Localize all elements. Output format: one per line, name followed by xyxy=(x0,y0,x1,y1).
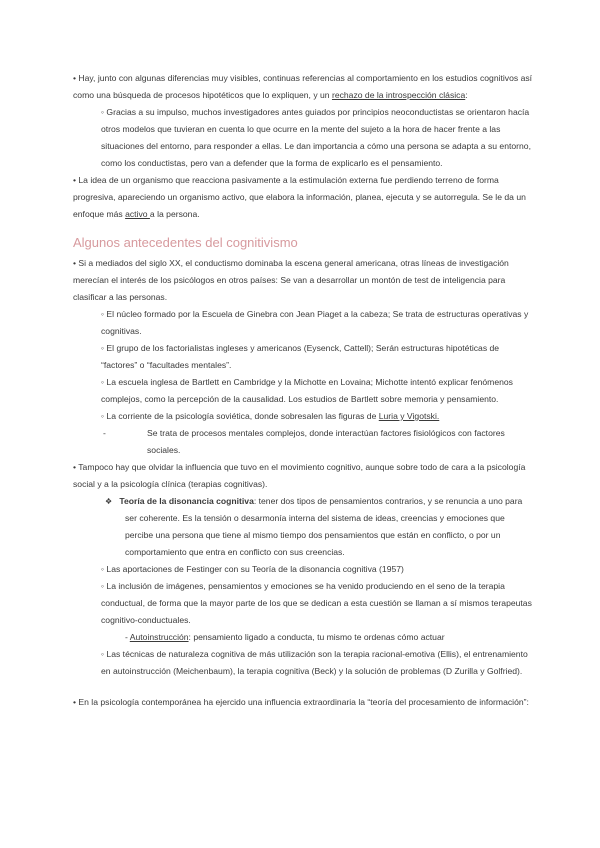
dash-marker: - xyxy=(125,632,130,642)
text: • La idea de un organismo que reacciona pasivamente a la estimulación externa fue perdiendo terreno de forma progresiva, apareciendo un organismo activo, que elabora la información, planea, ejecuta y se autorregula. Se le da un enfoque más xyxy=(73,175,526,219)
underlined-text: Luria y Vigotski. xyxy=(378,411,440,421)
diamond-icon: ❖ xyxy=(105,497,113,506)
paragraph-rechazo xyxy=(73,70,533,104)
dash-item-procesos xyxy=(73,425,533,459)
text: a la persona. xyxy=(149,209,200,219)
paragraph-influencia: • Tampoco hay que olvidar la influencia que tuvo en el movimiento cognitivo, aunque sobre todo de cara a la psicología social y a la psicología clínica (terapias cognitivas). xyxy=(73,462,526,489)
subpoint-imagenes: ◦ La inclusión de imágenes, pensamientos y emociones se ha venido produciendo en el seno de la terapia conductual, de forma que la mayor parte de los que se dedican a esta cuestión se llaman a sí mismos terapeutas cognitivo-conductuales. xyxy=(101,581,532,625)
paragraph-procesamiento: • En la psicología contemporánea ha ejercido una influencia extraordinaria la “teoría del procesamiento de información”: xyxy=(73,697,529,707)
text: • Hay, junto con algunas diferencias muy visibles, continuas referencias al comportamiento en los estudios cognitivos así como una búsqueda de procesos hipotéticos que lo expliquen, y un xyxy=(73,73,533,100)
dash-marker: - xyxy=(103,428,106,438)
underlined-text: rechazo de la introspección clásica xyxy=(331,90,466,100)
text: ◦ La corriente de la psicología soviética, donde sobresalen las figuras de xyxy=(101,411,379,421)
underlined-text: activo xyxy=(125,209,150,219)
subpoint-tecnicas: ◦ Las técnicas de naturaleza cognitiva de más utilización son la terapia racional-emotiva (Ellis), el entrenamiento en autoinstrucción (Meichenbaum), la terapia cognitiva (Beck) y la solución de problemas (D Zurilla y Golfried). xyxy=(101,649,528,676)
subpoint-factorialistas: ◦ El grupo de los factorialistas ingleses y americanos (Eysenck, Cattell); Serán estructuras hipotéticas de “factores” o “facultades mentales”. xyxy=(101,343,500,370)
bold-text: Teoría de la disonancia cognitiva xyxy=(119,496,254,506)
paragraph-organismo-activo xyxy=(73,172,533,223)
dash-item-autoinstruccion xyxy=(73,629,533,646)
subpoint-disonancia xyxy=(73,493,533,561)
spacer xyxy=(73,680,533,694)
subpoint-festinger: ◦ Las aportaciones de Festinger con su Teoría de la disonancia cognitiva (1957) xyxy=(101,564,404,574)
subpoint-ginebra: ◦ El núcleo formado por la Escuela de Ginebra con Jean Piaget a la cabeza; Se trata de estructuras operativas y cognitivas. xyxy=(101,309,529,336)
paragraph-conductismo: • Si a mediados del siglo XX, el conductismo dominaba la escena general americana, otras líneas de investigación merecían el interés de los psicólogos en otros países: Se van a desarrollar un montón de test de inteligencia para clasificar a las personas. xyxy=(73,258,509,302)
subpoint-sovietica xyxy=(73,408,533,425)
text: : tener dos tipos de pensamientos contrarios, y se renuncia a uno para ser coherente. Es la tensión o desarmonía interna del sistema de ideas, creencias y emociones que percibe una persona que tiene al mismo tiempo dos pensamientos que están en conflicto, o por un comportamiento que entra en conflicto con sus creencias. xyxy=(125,496,523,557)
text: Se trata de procesos mentales complejos, donde interactúan factores fisiológicos con factores sociales. xyxy=(147,428,505,455)
section-heading: Algunos antecedentes del cognitivismo xyxy=(73,235,298,250)
text: : pensamiento ligado a conducta, tu mismo te ordenas cómo actuar xyxy=(188,632,445,642)
subpoint-impulso: ◦ Gracias a su impulso, muchos investigadores antes guiados por principios neoconductistas se orientaron hacía otros modelos que tuvieran en cuenta lo que ocurre en la mente del sujeto a la hora de hacer frente a las situaciones del entorno, para responder a ellas. Le dan importancia a cómo una persona se adapta a su entorno, como los conductistas, pero van a defender que la forma de explicarlo es el pensamiento. xyxy=(101,107,531,168)
subpoint-bartlett: ◦ La escuela inglesa de Bartlett en Cambridge y la Michotte en Lovaina; Michotte intentó explicar fenómenos complejos, como la percepción de la causalidad. Los estudios de Bartlett sobre memoria y pensamiento. xyxy=(101,377,513,404)
document-body xyxy=(73,70,533,711)
underlined-text: Autoinstrucción xyxy=(129,632,189,642)
text: : xyxy=(465,90,468,100)
